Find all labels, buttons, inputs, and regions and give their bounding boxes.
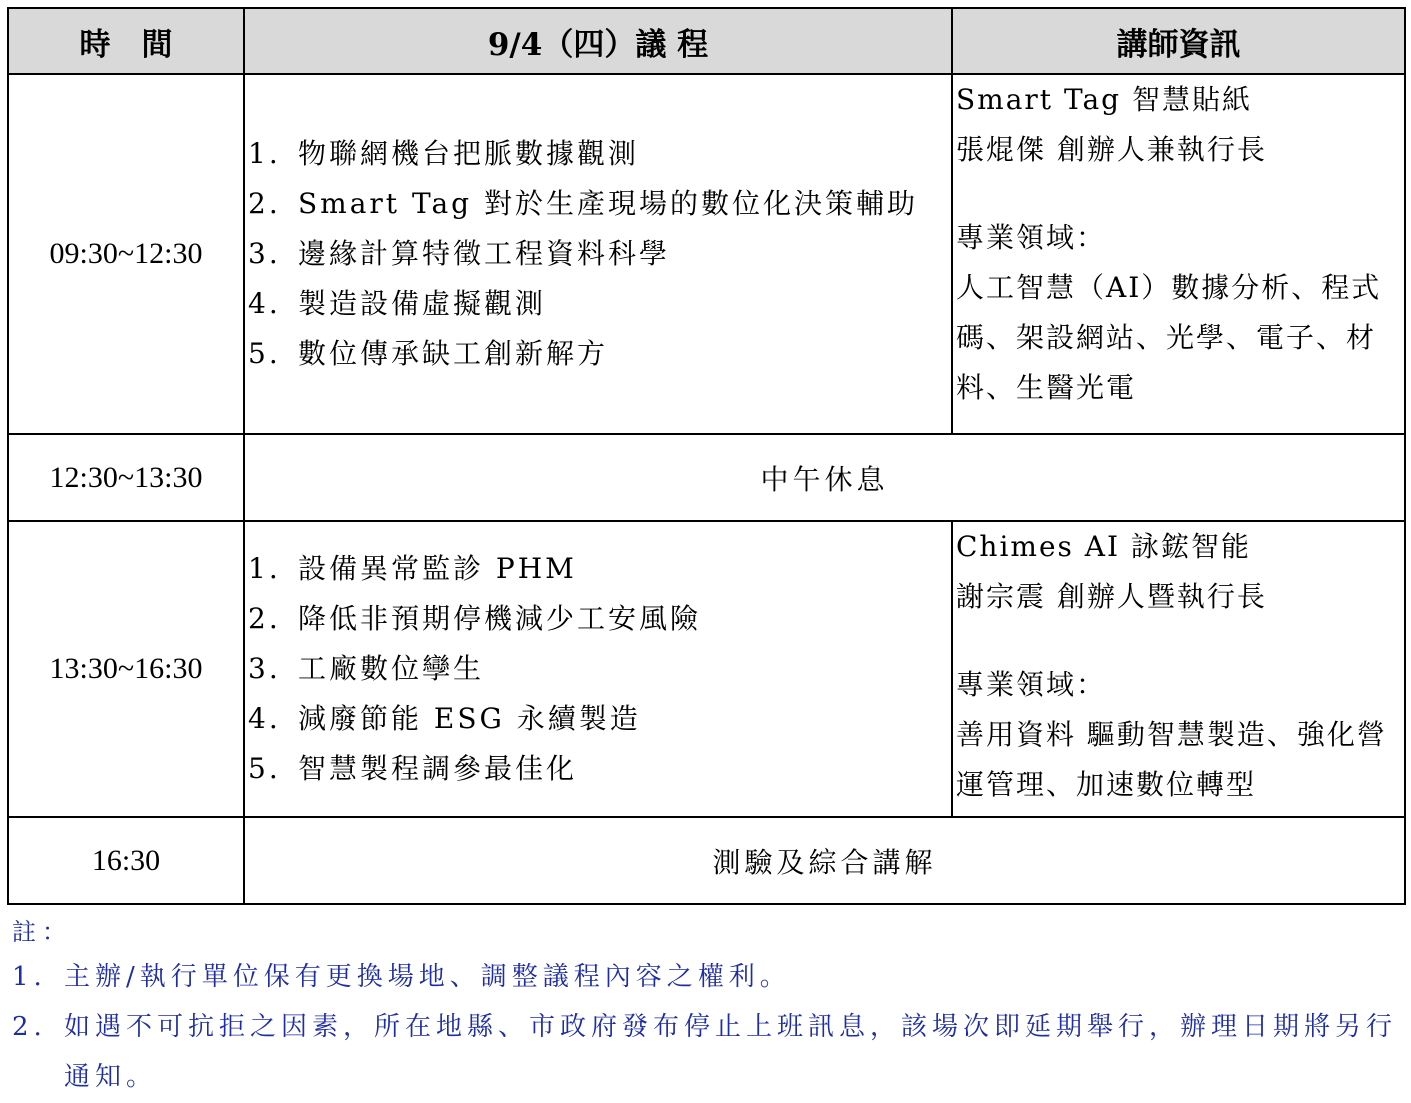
break-row (8, 434, 1405, 521)
agenda-items-cell (244, 521, 952, 817)
agenda-items-cell (244, 74, 952, 434)
agenda-item (248, 694, 951, 744)
session-time: 16:30 (8, 817, 244, 904)
session-time: 12:30~13:30 (8, 434, 244, 521)
break-label: 中午休息 (244, 434, 1405, 521)
header-speaker-info: 講師資訊 (952, 8, 1405, 74)
expertise-text: 善用資料 驅動智慧製造、強化營運管理、加速數位轉型 (956, 718, 1387, 801)
item-text: 製造設備虛擬觀測 (298, 287, 547, 320)
item-number: 1. (248, 137, 281, 170)
session-time: 09:30~12:30 (8, 74, 244, 434)
agenda-sheet (7, 7, 1404, 905)
agenda-list (248, 129, 951, 379)
item-number: 3. (248, 652, 281, 685)
agenda-item (248, 744, 951, 794)
header-time: 時 間 (8, 8, 244, 74)
note-number: 2. (12, 1012, 47, 1042)
item-number: 5. (248, 752, 281, 785)
speaker-info-cell (952, 521, 1405, 817)
item-text: Smart Tag 對於生產現場的數位化決策輔助 (298, 187, 918, 220)
item-number: 3. (248, 237, 281, 270)
item-number: 1. (248, 552, 281, 585)
note-text: 主辦/執行單位保有更換場地、調整議程內容之權利。 (64, 962, 791, 992)
item-text: 設備異常監診 PHM (298, 552, 577, 585)
item-text: 智慧製程調參最佳化 (298, 752, 578, 785)
agenda-table (7, 7, 1406, 905)
item-text: 數位傳承缺工創新解方 (298, 337, 609, 370)
agenda-item (248, 179, 951, 229)
item-number: 4. (248, 287, 281, 320)
item-text: 邊緣計算特徵工程資料科學 (298, 237, 671, 270)
item-number: 2. (248, 187, 281, 220)
agenda-item (248, 129, 951, 179)
note-item (12, 1002, 1402, 1102)
agenda-list (248, 544, 951, 794)
agenda-item (248, 644, 951, 694)
item-text: 物聯網機台把脈數據觀測 (298, 137, 640, 170)
expertise-label: 專業領域： (956, 221, 1107, 254)
note-number: 1. (12, 962, 47, 992)
spacer (956, 175, 1404, 213)
speaker-company: Chimes AI 詠鋐智能 (956, 530, 1251, 563)
header-row (8, 8, 1405, 74)
header-agenda: 9/4（四）議 程 (244, 8, 952, 74)
notes-section (12, 912, 1402, 1102)
agenda-item (248, 229, 951, 279)
expertise-label: 專業領域： (956, 668, 1107, 701)
item-text: 降低非預期停機減少工安風險 (298, 602, 702, 635)
item-number: 4. (248, 702, 281, 735)
item-number: 2. (248, 602, 281, 635)
speaker-info-cell (952, 74, 1405, 434)
agenda-item (248, 594, 951, 644)
item-text: 減廢節能 ESG 永續製造 (298, 702, 641, 735)
session-row (8, 521, 1405, 817)
item-number: 5. (248, 337, 281, 370)
session-row (8, 74, 1405, 434)
note-item (12, 952, 1402, 1002)
item-text: 工廠數位孿生 (298, 652, 485, 685)
note-text: 如遇不可抗拒之因素，所在地縣、市政府發布停止上班訊息，該場次即延期舉行，辦理日期將另行通知。 (64, 1012, 1398, 1092)
notes-label: 註： (12, 918, 72, 946)
speaker-company: Smart Tag 智慧貼紙 (956, 83, 1252, 116)
agenda-item (248, 329, 951, 379)
expertise-text: 人工智慧（AI）數據分析、程式碼、架設網站、光學、電子、材料、生醫光電 (956, 271, 1382, 404)
speaker-name: 張焜傑 創辦人兼執行長 (956, 133, 1267, 166)
agenda-item (248, 279, 951, 329)
quiz-row (8, 817, 1405, 904)
agenda-item (248, 544, 951, 594)
quiz-label: 測驗及綜合講解 (244, 817, 1405, 904)
spacer (956, 622, 1404, 660)
speaker-name: 謝宗震 創辦人暨執行長 (956, 580, 1267, 613)
session-time: 13:30~16:30 (8, 521, 244, 817)
